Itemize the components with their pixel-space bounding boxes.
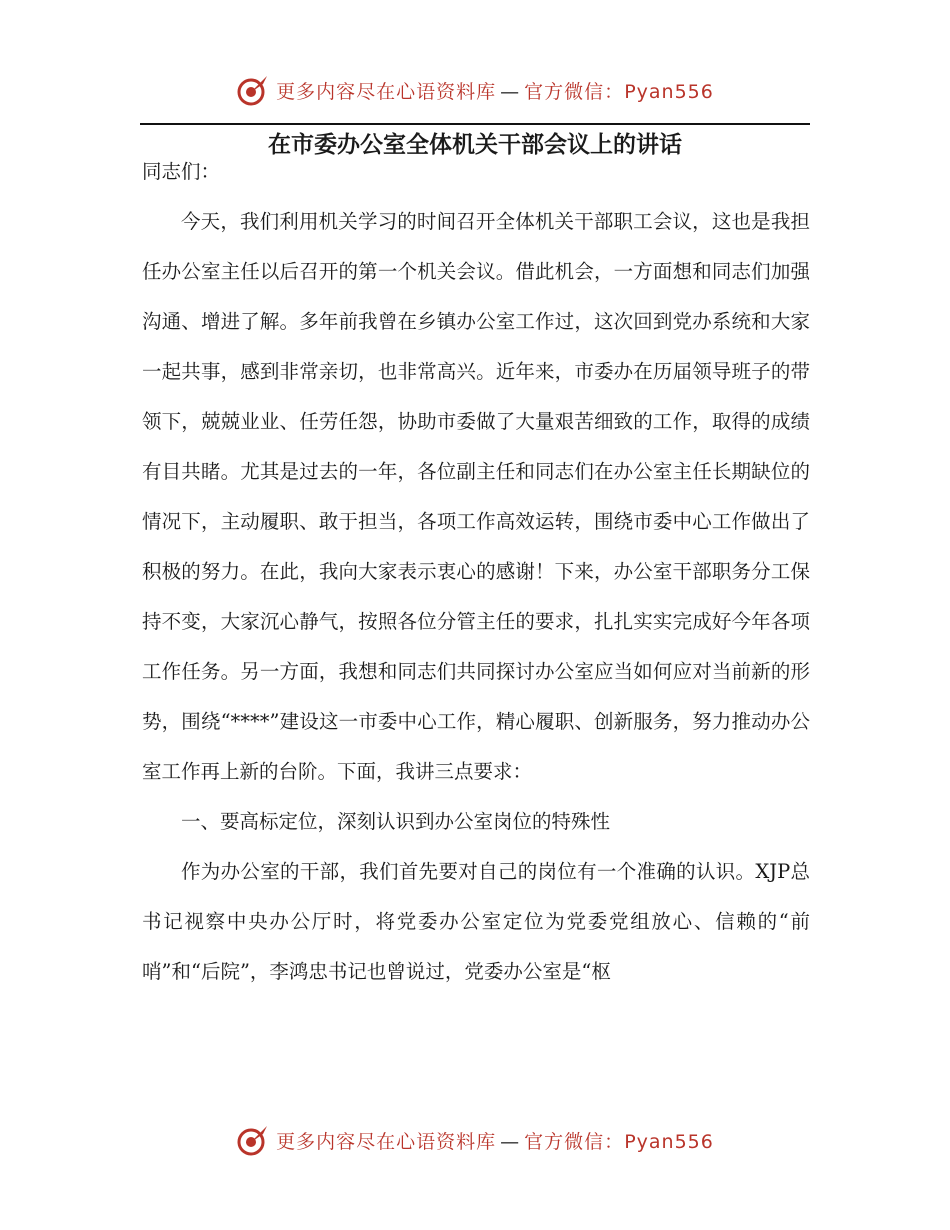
header-rule [140,123,810,125]
salutation: 同志们： [142,160,221,183]
section-heading-1: 一、要高标定位，深刻认识到办公室岗位的特殊性 [181,810,611,833]
paragraph-section-1: 作为办公室的干部，我们首先要对自己的岗位有一个准确的认识。XJP总书记视察中央办公厅时，将党委办公室定位为党委党组放心、信赖的“前哨”和“后院”，李鸿忠书记也曾说过，党委办公室是“枢 [142,860,810,983]
document-body [142,147,810,997]
quill-logo-icon [236,73,270,107]
paragraph-intro: 今天，我们利用机关学习的时间召开全体机关干部职工会议，这也是我担任办公室主任以后召开的第一个机关会议。借此机会，一方面想和同志们加强沟通、增进了解。多年前我曾在乡镇办公室工作过，这次回到党办系统和大家一起共事，感到非常亲切，也非常高兴。近年来，市委办在历届领导班子的带领下，兢兢业业、任劳任怨，协助市委做了大量艰苦细致的工作，取得的成绩有目共睹。尤其是过去的一年，各位副主任和同志们在办公室主任长期缺位的情况下，主动履职、敢于担当，各项工作高效运转，围绕市委中心工作做出了积极的努力。在此，我向大家表示衷心的感谢！下来，办公室干部职务分工保持不变，大家沉心静气，按照各位分管主任的要求，扎扎实实完成好今年各项工作任务。另一方面，我想和同志们共同探讨办公室应当如何应对当前新的形势，围绕“****”建设这一市委中心工作，精心履职、创新服务，努力推动办公室工作再上新的台阶。下面，我讲三点要求： [142,210,810,783]
banner-text: 更多内容尽在心语资料库 — 官方微信：Pyan556 [276,1130,714,1153]
banner-text: 更多内容尽在心语资料库 — 官方微信：Pyan556 [276,80,714,103]
document-title: 在市委办公室全体机关干部会议上的讲话 [268,132,682,158]
quill-logo-icon [236,1123,270,1157]
header-banner [0,70,950,110]
footer-banner [0,1120,950,1160]
